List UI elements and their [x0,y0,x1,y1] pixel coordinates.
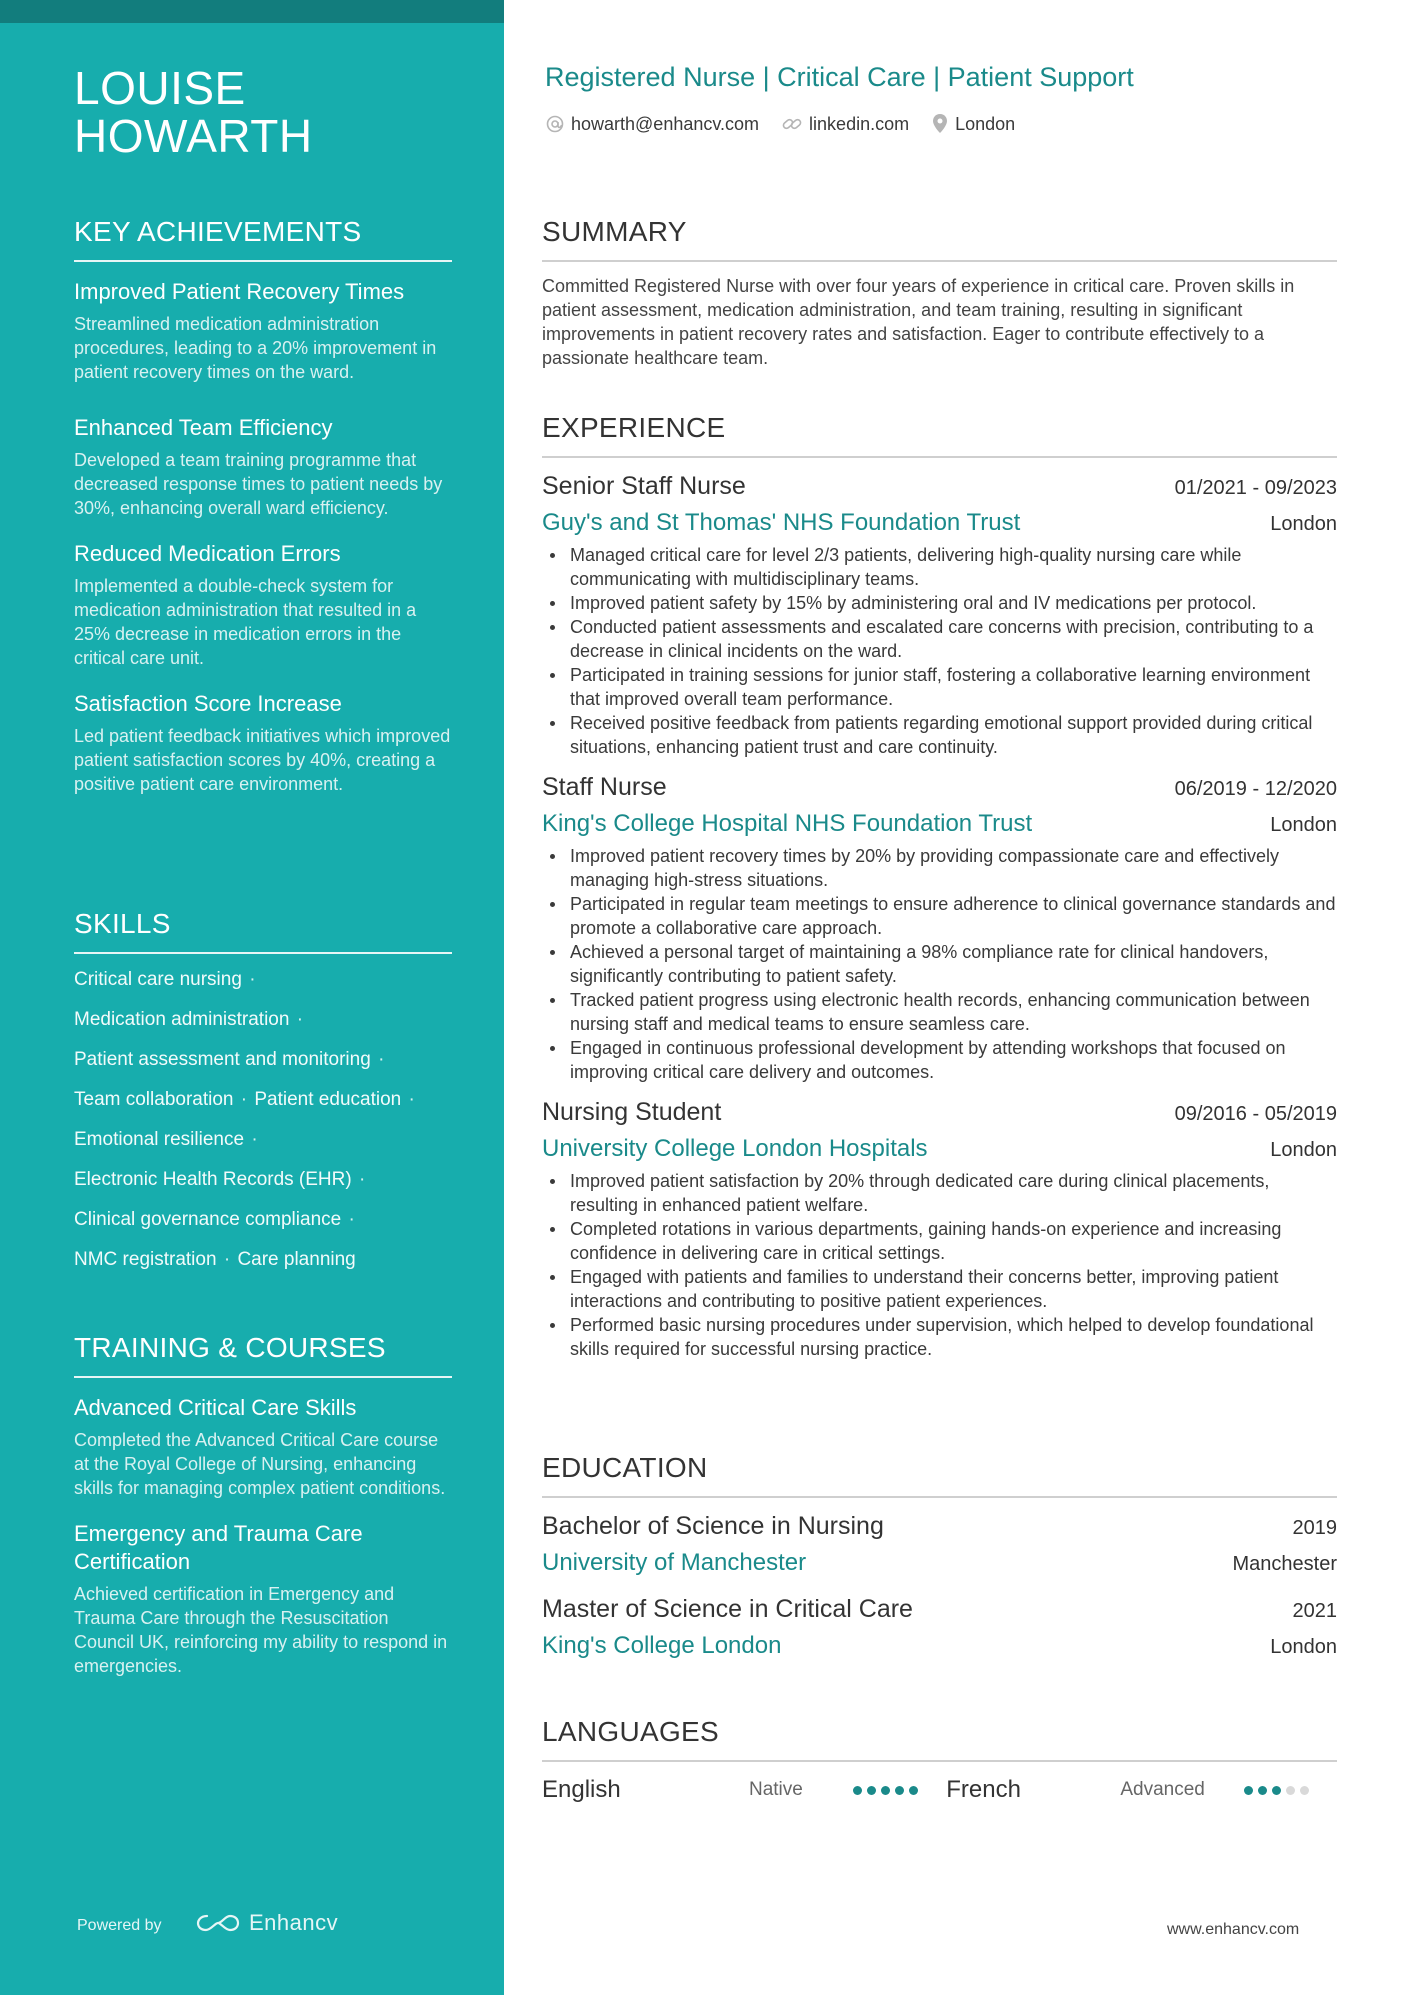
job-bullets [542,1169,1337,1361]
job-bullet: Improved patient recovery times by 20% by providing compassionate care and effectively managing high-stress situations. [542,844,1337,892]
linkedin-text: linkedin.com [809,113,910,134]
languages-heading: LANGUAGES [542,1716,1337,1762]
achievement-item [74,540,452,670]
job-entry [542,773,1337,1084]
contact-bar [545,113,1037,135]
skill-tag: Patient assessment and monitoring [74,1049,371,1070]
school: King's College London [542,1632,782,1659]
location-text: London [955,113,1016,134]
school-location: London [1270,1636,1337,1658]
sidebar [0,0,504,1995]
skills-heading: SKILLS [74,908,452,954]
linkedin-contact[interactable] [781,114,909,135]
job-organization: University College London Hospitals [542,1135,928,1162]
rating-dot-filled [881,1786,890,1795]
job-entry [542,472,1337,759]
job-location: London [1270,513,1337,535]
job-bullet: Performed basic nursing procedures under supervision, which helped to develop foundational skills required for successful nursing practice. [542,1313,1337,1361]
job-bullet: Tracked patient progress using electronic health records, enhancing communication between nursing staff and medical teams to ensure seamless care. [542,988,1337,1036]
location-contact [931,113,1015,135]
link-icon [781,114,803,134]
skill-tag: Clinical governance compliance [74,1209,342,1230]
summary-section [542,216,1337,370]
education-heading: EDUCATION [542,1452,1337,1498]
skill-tag: Medication administration [74,1009,290,1030]
school: University of Manchester [542,1549,807,1576]
graduation-year: 2021 [1292,1600,1337,1622]
skill-tag: Team collaboration [74,1089,234,1110]
achievement-title: Improved Patient Recovery Times [74,279,405,304]
achievement-desc: Developed a team training programme that decreased response times to patient needs by 30%, enhancing overall ward efficiency. [74,450,443,518]
training-item [74,1520,452,1678]
first-name: LOUISE [74,62,246,114]
email-text: howarth@enhancv.com [571,113,760,134]
graduation-year: 2019 [1292,1517,1337,1539]
language-rating [1244,1786,1337,1795]
rating-dot-filled [909,1786,918,1795]
job-organization: Guy's and St Thomas' NHS Foundation Trust [542,509,1021,536]
achievement-item [74,414,452,520]
job-bullet: Engaged in continuous professional development by attending workshops that focused on improving critical care delivery and outcomes. [542,1036,1337,1084]
job-bullet: Improved patient safety by 15% by administering oral and IV medications per protocol. [542,591,1337,615]
rating-dot-filled [853,1786,862,1795]
achievement-title: Enhanced Team Efficiency [74,415,333,440]
training-heading: TRAINING & COURSES [74,1332,452,1378]
degree: Master of Science in Critical Care [542,1595,913,1623]
achievement-title: Reduced Medication Errors [74,541,341,566]
training-item [74,1394,452,1500]
skill-tag: Care planning [237,1249,356,1270]
degree: Bachelor of Science in Nursing [542,1512,884,1540]
skills-section [74,908,452,1272]
job-bullet: Conducted patient assessments and escalated care concerns with precision, contributing to a decrease in clinical incidents on the ward. [542,615,1337,663]
languages-row [542,1776,1337,1804]
job-title: Senior Staff Nurse [542,472,746,500]
language-level: Advanced [1120,1779,1205,1800]
enhancv-logo-icon [195,1911,241,1935]
achievement-item [74,690,452,796]
sidebar-top-bar [0,0,504,23]
language-name: English [542,1776,621,1803]
education-entry [542,1595,1337,1660]
job-bullets [542,844,1337,1084]
job-bullets [542,543,1337,759]
achievement-desc: Implemented a double-check system for medication administration that resulted in a 25% decrease in medication errors in the critical care unit. [74,576,417,668]
at-sign-icon [545,114,565,134]
job-bullet: Completed rotations in various departments, gaining hands-on experience and increasing confidence in delivering care in critical settings. [542,1217,1337,1265]
language-rating [853,1786,946,1795]
rating-dot-filled [895,1786,904,1795]
rating-dot-empty [1286,1786,1295,1795]
rating-dot-filled [1244,1786,1253,1795]
skill-tag: Electronic Health Records (EHR) [74,1169,352,1190]
job-bullet: Managed critical care for level 2/3 patients, delivering high-quality nursing care while communicating with multidisciplinary teams. [542,543,1337,591]
key-achievements-heading: KEY ACHIEVEMENTS [74,216,452,262]
summary-heading: SUMMARY [542,216,1337,262]
job-bullet: Participated in training sessions for junior staff, fostering a collaborative learning environment that improved overall team performance. [542,663,1337,711]
language-level: Native [748,1779,803,1800]
rating-dot-empty [1300,1786,1309,1795]
achievement-item [74,278,452,384]
summary-text: Committed Registered Nurse with over four years of experience in critical care. Proven skills in patient assessment, medication administration, and team training, resulting in significant improvements in patient recovery rates and satisfaction. Eager to contribute effectively to a passionate healthcare team. [542,276,1295,368]
job-title: Staff Nurse [542,773,667,801]
job-organization: King's College Hospital NHS Foundation Trust [542,810,1033,837]
job-bullet: Improved patient satisfaction by 20% through dedicated care during clinical placements, resulting in enhanced patient welfare. [542,1169,1337,1217]
rating-dot-filled [1272,1786,1281,1795]
achievement-desc: Streamlined medication administration procedures, leading to a 20% improvement in patient recovery times on the ward. [74,314,437,382]
language-name: French [946,1776,1021,1803]
achievement-title: Satisfaction Score Increase [74,691,342,716]
job-dates: 06/2019 - 12/2020 [1174,778,1337,800]
job-bullet: Participated in regular team meetings to ensure adherence to clinical governance standards and promote a collaborative care approach. [542,892,1337,940]
location-pin-icon [931,113,949,135]
job-title: Nursing Student [542,1098,722,1126]
candidate-name [74,64,313,160]
job-dates: 01/2021 - 09/2023 [1174,477,1337,499]
experience-section [542,412,1337,1361]
job-bullet: Achieved a personal target of maintaining a 98% compliance rate for clinical handovers, significantly contributing to patient safety. [542,940,1337,988]
education-entry [542,1512,1337,1577]
brand-name: Enhancv [249,1910,339,1935]
last-name: HOWARTH [74,110,313,162]
education-section [542,1452,1337,1660]
languages-section [542,1716,1337,1804]
job-bullet: Engaged with patients and families to understand their concerns better, improving patient interactions and contributing to positive patient experiences. [542,1265,1337,1313]
job-location: London [1270,1139,1337,1161]
skill-tag: NMC registration [74,1249,217,1270]
rating-dot-filled [1258,1786,1267,1795]
job-entry [542,1098,1337,1361]
enhancv-brand[interactable] [195,1910,338,1936]
skill-tag: Critical care nursing [74,969,242,990]
job-location: London [1270,814,1337,836]
skill-tag: Patient education [254,1089,402,1110]
achievement-desc: Led patient feedback initiatives which improved patient satisfaction scores by 40%, creating a positive patient care environment. [74,726,451,794]
job-dates: 09/2016 - 05/2019 [1174,1103,1337,1125]
powered-by-label: Powered by [77,1917,162,1934]
footer-url[interactable]: www.enhancv.com [1167,1921,1300,1938]
email-contact[interactable] [545,114,759,135]
job-bullet: Received positive feedback from patients regarding emotional support provided during critical situations, enhancing patient trust and care continuity. [542,711,1337,759]
training-desc: Achieved certification in Emergency and Trauma Care through the Resuscitation Council UK, reinforcing my ability to respond in emergencies. [74,1584,448,1676]
training-title: Advanced Critical Care Skills [74,1395,357,1420]
training-title: Emergency and Trauma Care Certification [74,1521,363,1574]
experience-heading: EXPERIENCE [542,412,1337,458]
rating-dot-filled [867,1786,876,1795]
school-location: Manchester [1232,1553,1337,1575]
skill-tag: Emotional resilience [74,1129,245,1150]
key-achievements-section [74,216,452,796]
training-section [74,1332,452,1678]
skills-list: Critical care nursing · Medication administration · Patient assessment and monitoring · Team collaboration · Patient education · Emotional resilience · Electronic Health Records (EHR) · Clinical governance compliance · NMC registration · Care planning [74,969,415,1270]
headline: Registered Nurse | Critical Care | Patient Support [545,62,1134,92]
training-desc: Completed the Advanced Critical Care course at the Royal College of Nursing, enhancing skills for managing complex patient conditions. [74,1430,446,1498]
